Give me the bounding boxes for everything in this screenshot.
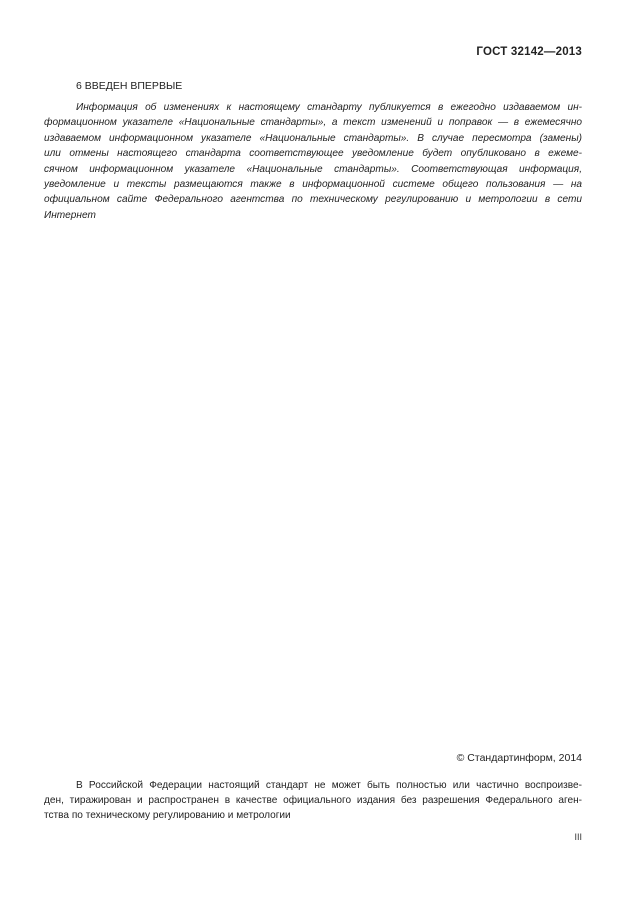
legal-notice (44, 778, 582, 824)
legal-notice-line: В Российской Федерации настоящий стандарт не может быть полностью или частично воспроизве- (76, 780, 582, 791)
info-paragraph-line: Информация об изменениях к настоящему стандарту публикуется в ежегодно издаваемом ин- (76, 102, 582, 113)
info-paragraph-line: формационном указателе «Национальные стандарты», а текст изменений и поправок — в ежемесячно (44, 117, 582, 129)
info-paragraph-line: уведомление и тексты размещаются также в информационной системе общего пользования — на (44, 179, 582, 191)
info-paragraph (44, 100, 582, 223)
legal-notice-line: тства по техническому регулированию и метрологии (44, 810, 291, 822)
page-number: III (574, 832, 582, 842)
info-paragraph-line: Интернет (44, 209, 96, 221)
legal-notice-line: ден, тиражирован и распространен в качестве официального издания без разрешения Федерального аген- (44, 795, 582, 807)
document-code: ГОСТ 32142—2013 (476, 46, 582, 58)
info-paragraph-line: официальном сайте Федерального агентства по техническому регулированию и метрологии в сети (44, 194, 582, 206)
info-paragraph-line: или отмены настоящего стандарта соответствующее уведомление будет опубликовано в ежеме- (44, 148, 582, 160)
info-paragraph-line: издаваемом информационном указателе «Национальные стандарты». В случае пересмотра (замены) (44, 132, 582, 144)
section-heading: 6 ВВЕДЕН ВПЕРВЫЕ (76, 80, 183, 92)
copyright-notice: © Стандартинформ, 2014 (456, 752, 582, 764)
info-paragraph-line: сячном информационном указателе «Национальные стандарты». Соответствующая информация, (44, 163, 582, 175)
